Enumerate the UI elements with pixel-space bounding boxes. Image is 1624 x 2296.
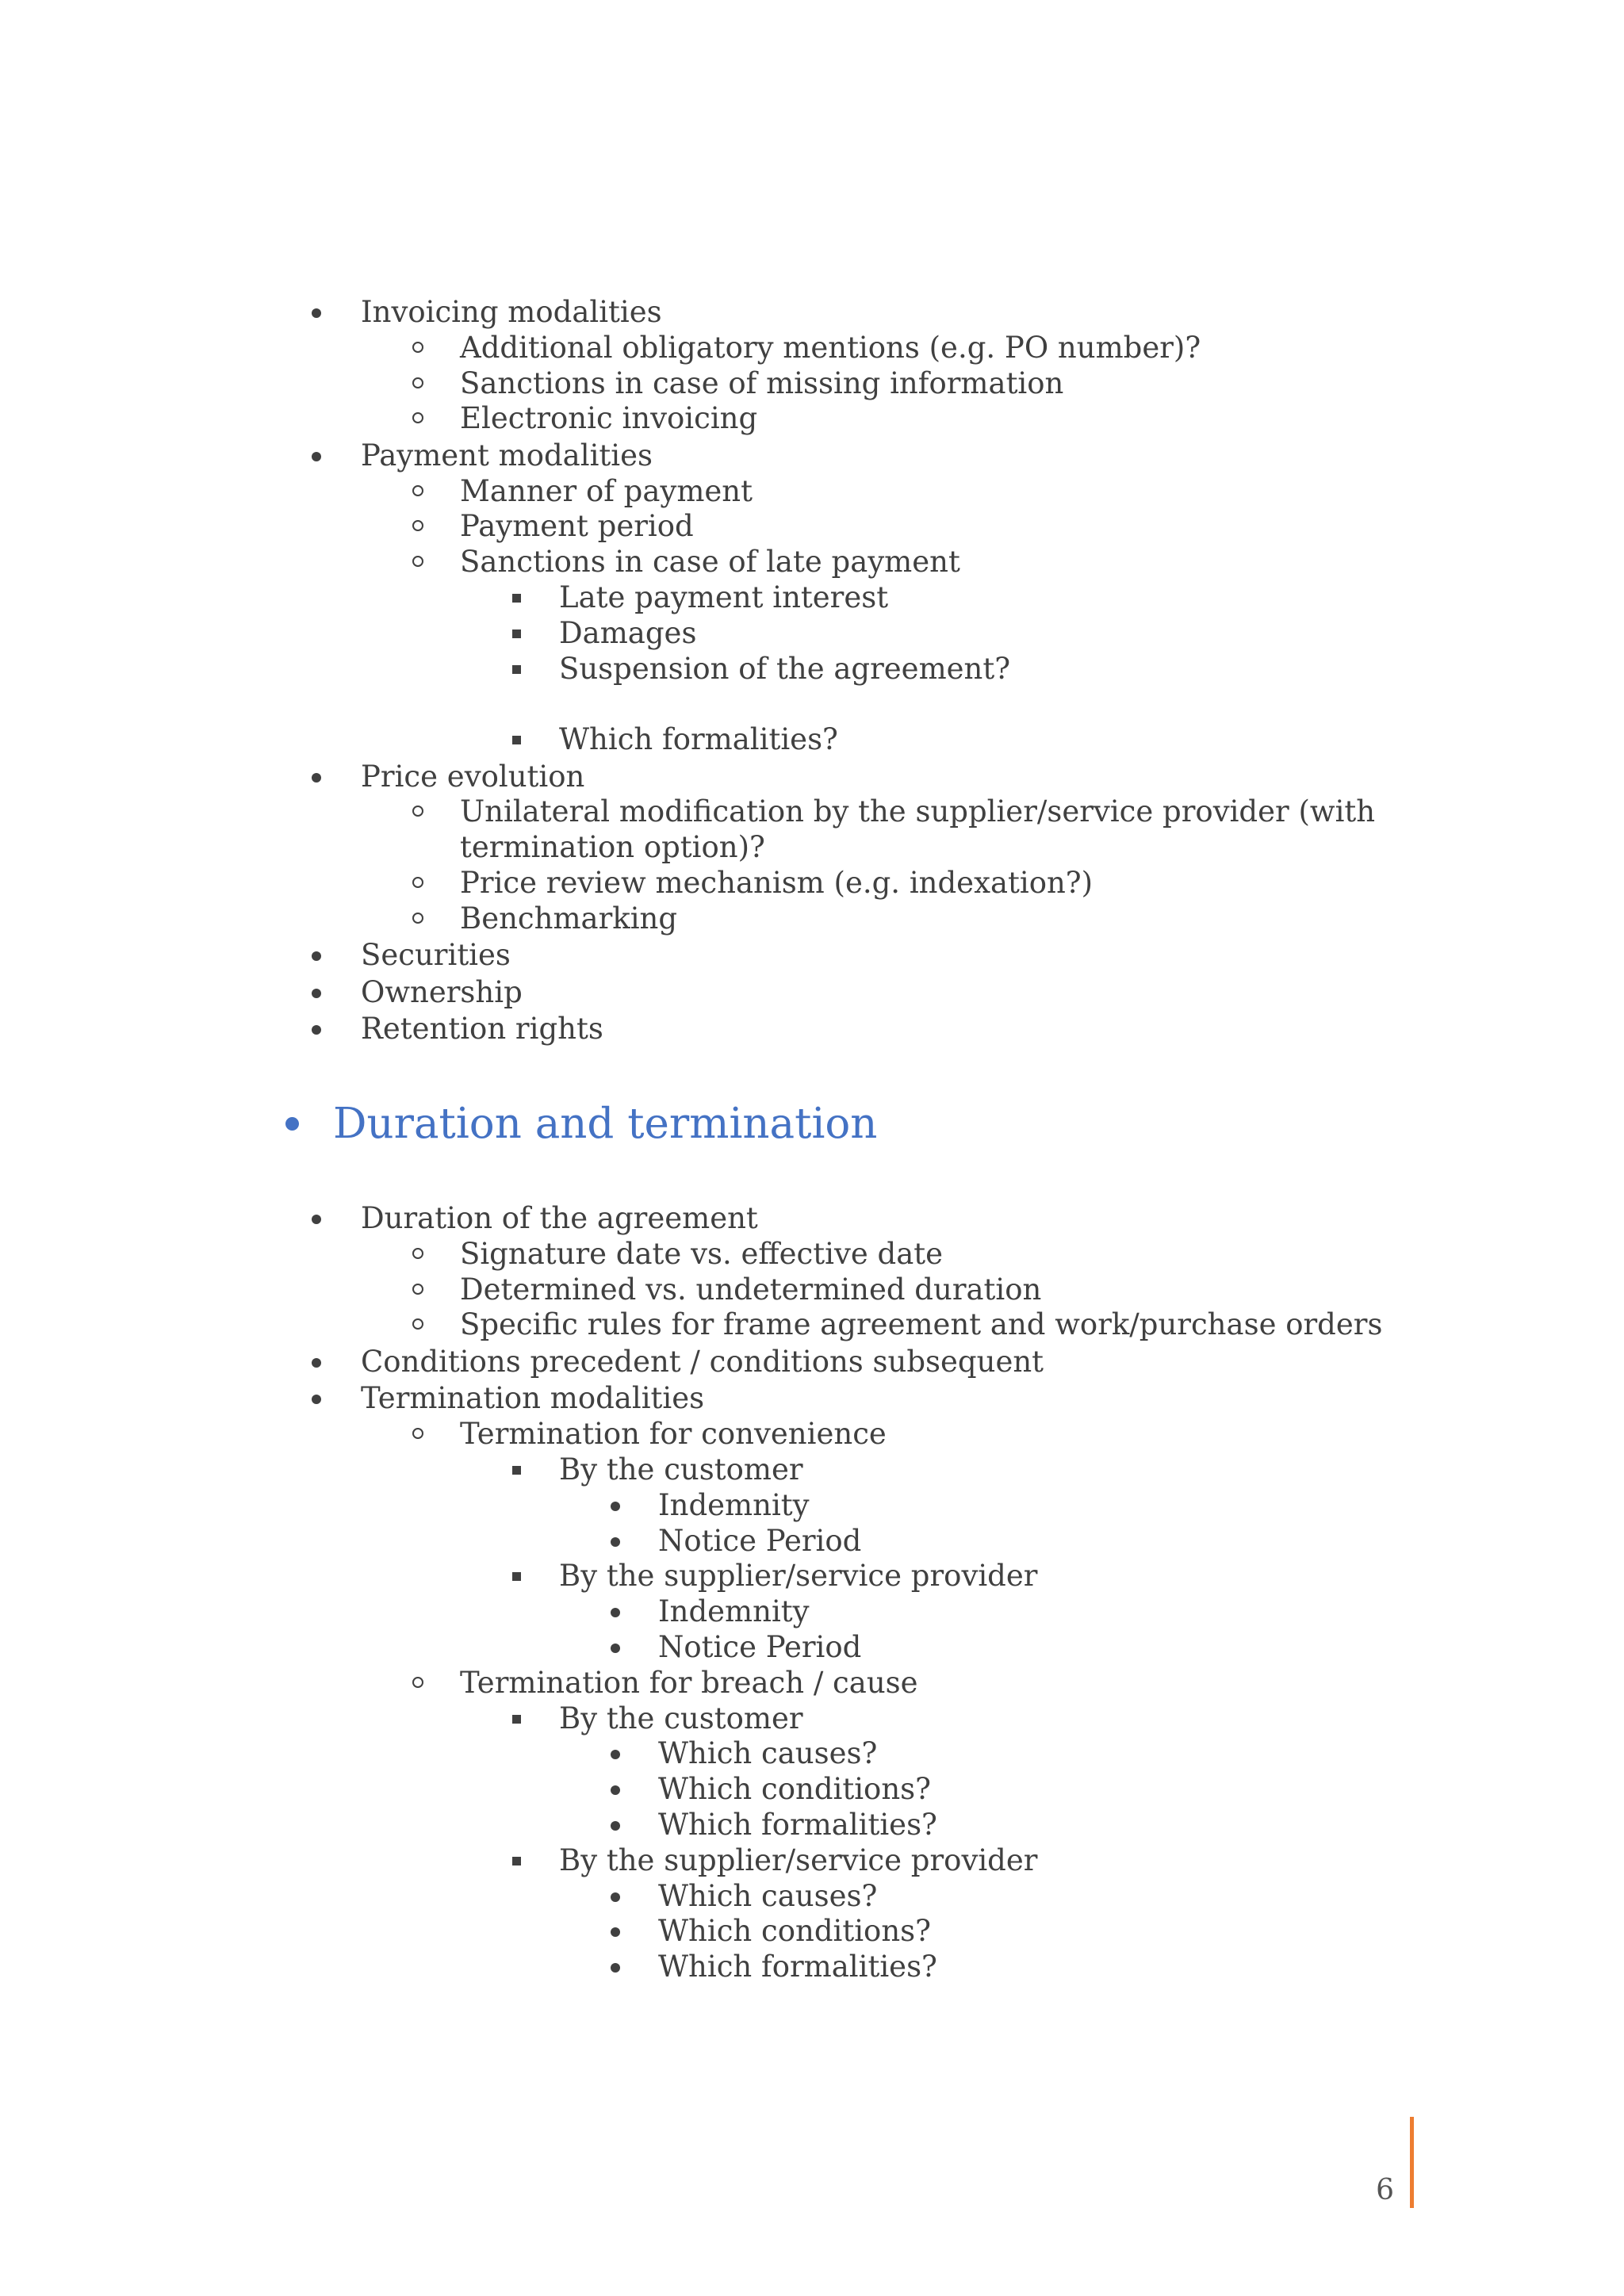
list-item-text: Suspension of the agreement? — [559, 652, 1011, 686]
list-item-text: Notice Period — [658, 1630, 862, 1664]
list-item-text: Which causes? — [658, 1736, 878, 1770]
list-item-text: Damages — [559, 616, 697, 650]
list-item-text: Ownership — [361, 975, 523, 1009]
list-item-text: Securities — [361, 938, 511, 972]
list-item-text: Electronic invoicing — [460, 401, 758, 435]
list-item-text: Which conditions? — [658, 1914, 931, 1948]
list-item-text: By the customer — [559, 1452, 803, 1487]
list-item-text: By the supplier/service provider — [559, 1843, 1038, 1877]
list-item-text: Notice Period — [658, 1524, 862, 1558]
list-item-text: Unilateral modification by the supplier/service provider (with — [460, 794, 1376, 828]
list-item-text: By the supplier/service provider — [559, 1559, 1038, 1593]
list-item-text: Price review mechanism (e.g. indexation?) — [460, 866, 1094, 900]
page-number: 6 — [1376, 2174, 1394, 2206]
list-item-text: Signature date vs. effective date — [460, 1237, 944, 1271]
list-item-text: Benchmarking — [460, 901, 678, 936]
list-item-text: Additional obligatory mentions (e.g. PO number)? — [460, 331, 1201, 365]
heading-bullet-icon — [285, 1117, 299, 1131]
list-item-text: Which formalities? — [658, 1950, 937, 1984]
list-item-text: Termination for breach / cause — [460, 1666, 918, 1700]
list-item-text: Retention rights — [361, 1012, 603, 1046]
list-item-text: Which causes? — [658, 1879, 878, 1913]
list-item-text: Which formalities? — [658, 1808, 937, 1842]
list-item-text: Termination modalities — [361, 1381, 705, 1415]
list-item-text: Indemnity — [658, 1594, 810, 1628]
list-item-text: Invoicing modalities — [361, 295, 662, 329]
list-item-text: Termination for convenience — [460, 1417, 887, 1451]
list-item-text: Price evolution — [361, 760, 585, 794]
list-item-text: Manner of payment — [460, 474, 753, 508]
list-item-text: Indemnity — [658, 1488, 810, 1522]
list-item-text: Payment period — [460, 509, 694, 543]
list-item-text: Sanctions in case of late payment — [460, 545, 960, 579]
page-number-rule — [1410, 2117, 1414, 2208]
list-item-text: termination option)? — [460, 830, 765, 864]
list-item-text: Duration of the agreement — [361, 1201, 758, 1235]
list-item-text: Which conditions? — [658, 1772, 931, 1806]
list-item-text: Determined vs. undetermined duration — [460, 1272, 1042, 1307]
list-item-text: By the customer — [559, 1701, 803, 1735]
list-item-text: Payment modalities — [361, 438, 653, 473]
list-item-text: Specific rules for frame agreement and work/purchase orders — [460, 1307, 1383, 1341]
list-item-text: Conditions precedent / conditions subsequent — [361, 1345, 1044, 1379]
section-heading-text: Duration and termination — [333, 1100, 878, 1148]
list-item-text: Sanctions in case of missing information — [460, 366, 1064, 400]
list-item-text: Late payment interest — [559, 580, 889, 614]
list-item-text: Which formalities? — [559, 722, 838, 756]
